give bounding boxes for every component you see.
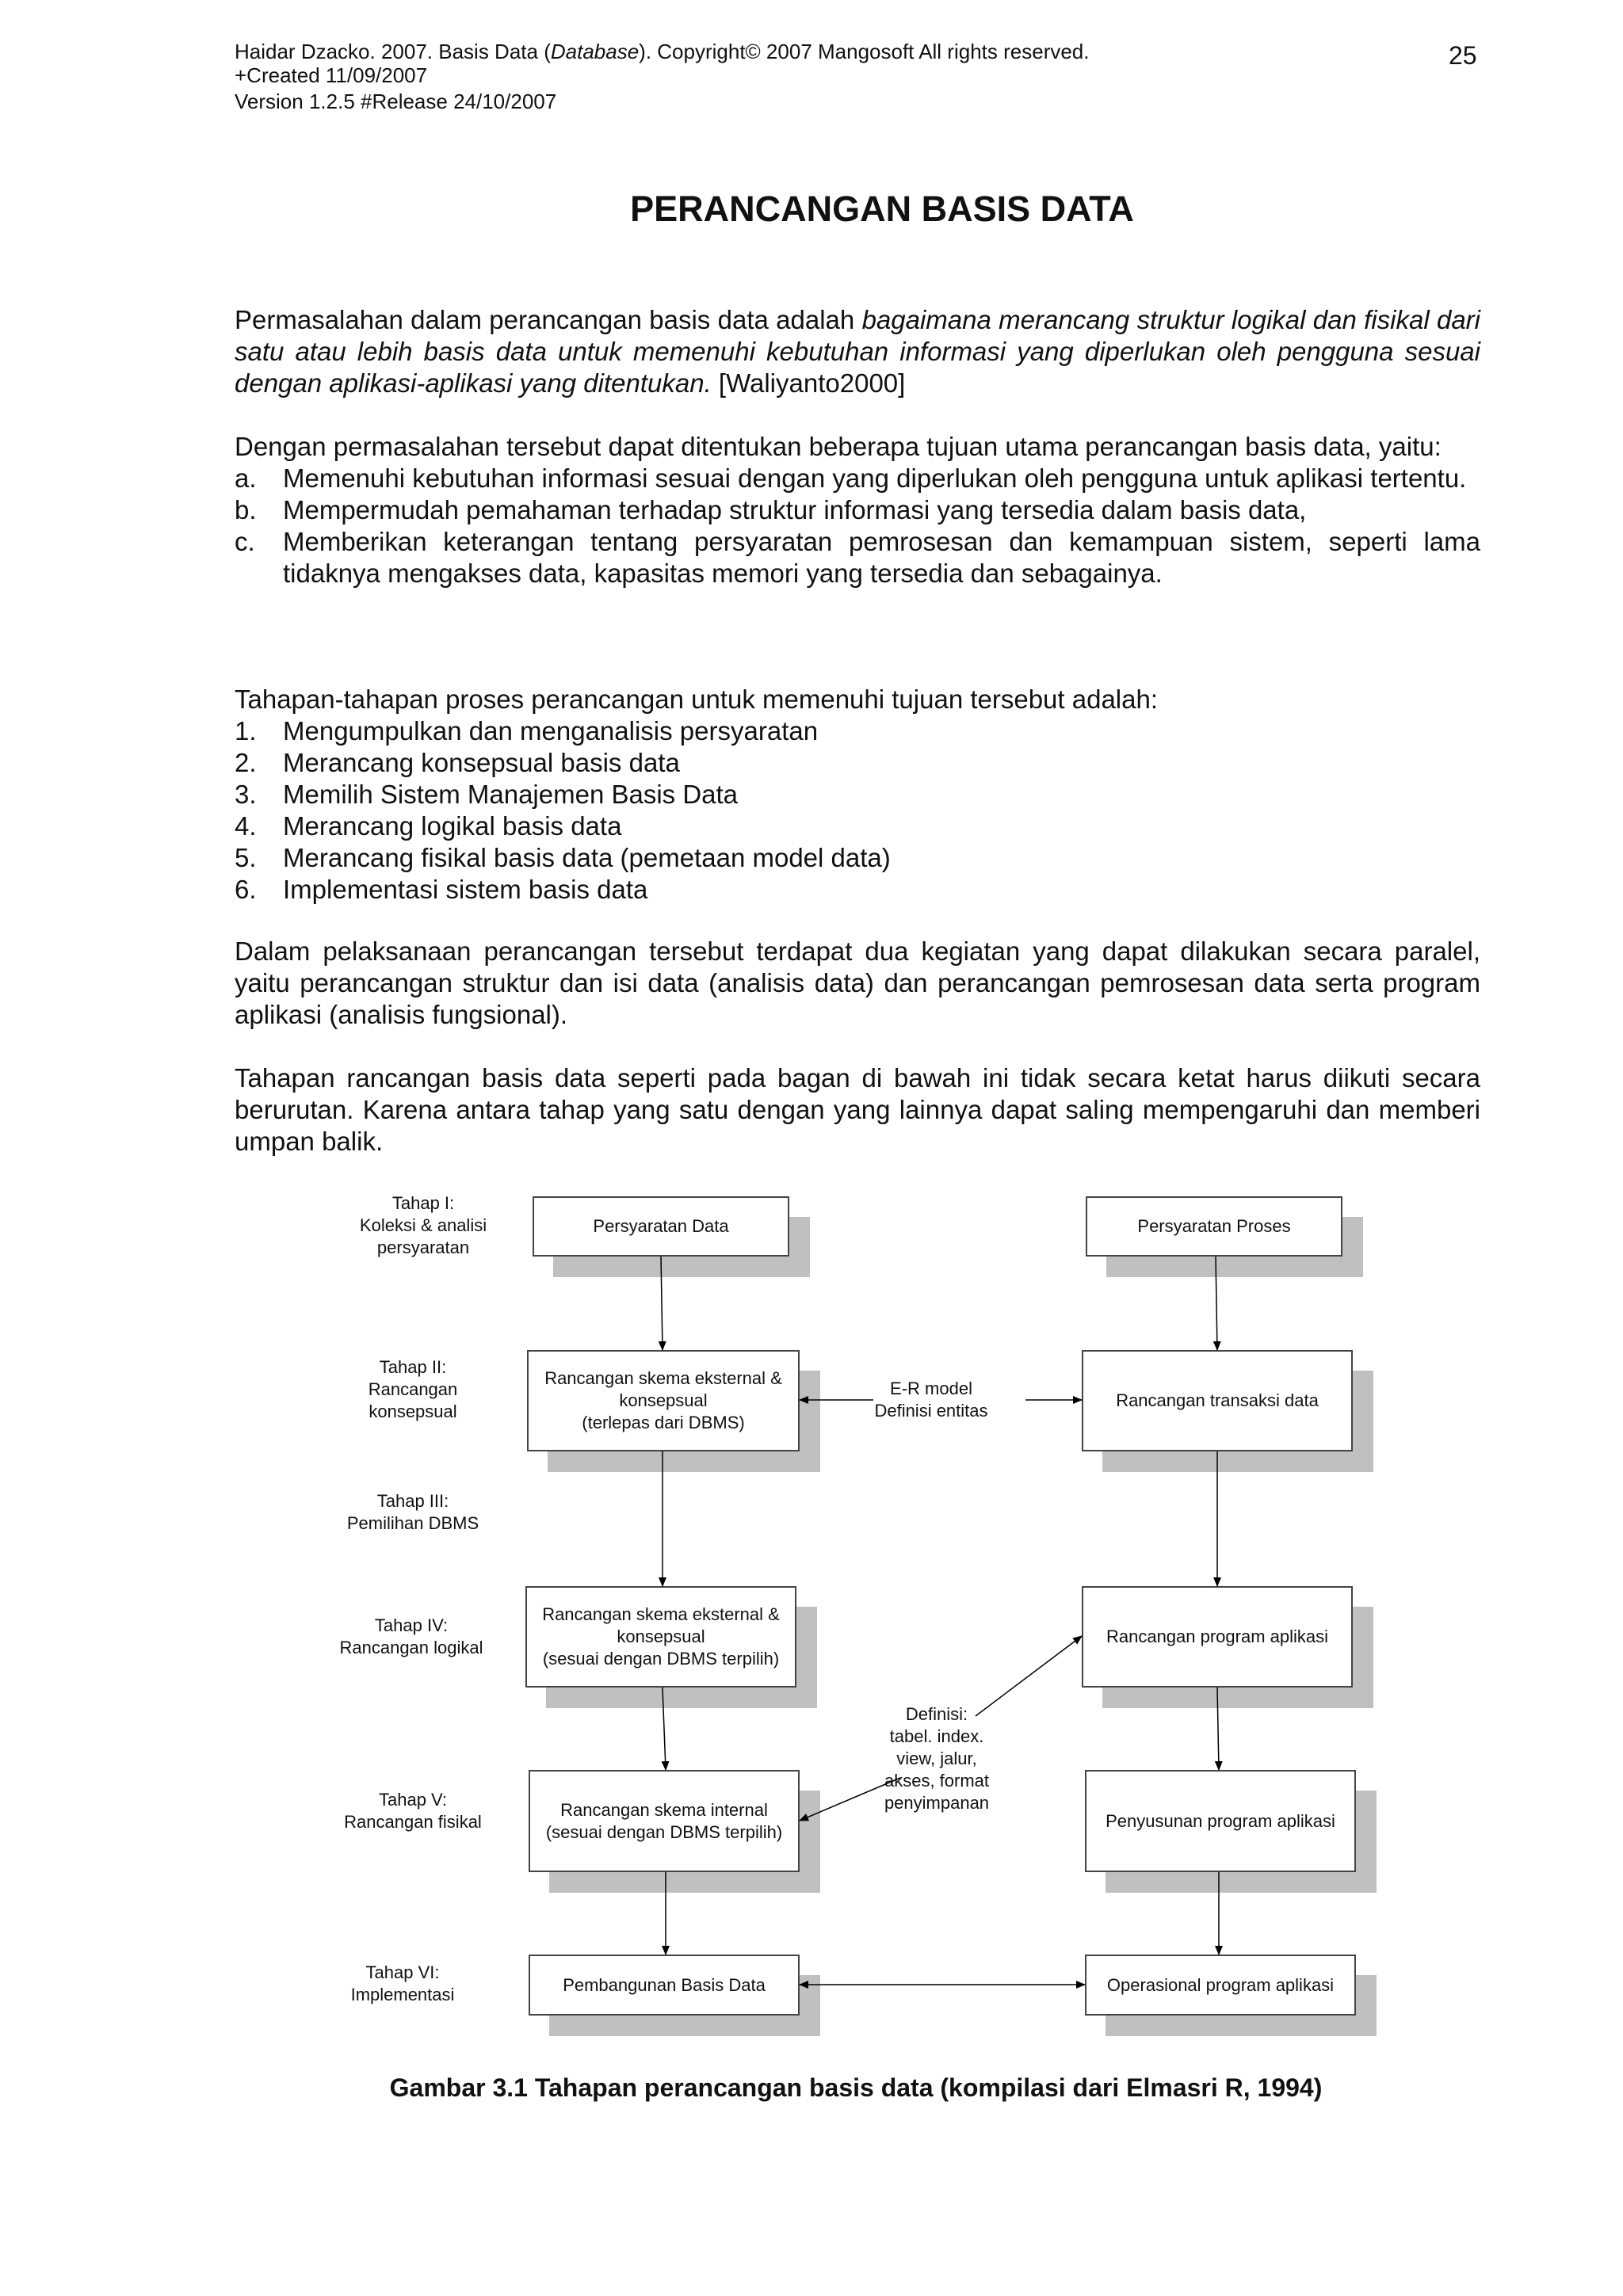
box-label xyxy=(593,1215,728,1238)
page-number: 25 xyxy=(1449,41,1477,70)
process-box xyxy=(533,1196,789,1257)
definition-note xyxy=(850,1703,1024,1814)
stage-label xyxy=(318,1490,508,1535)
diagram-text-line: Rancangan skema internal xyxy=(560,1799,768,1820)
diagram-text-line: persyaratan xyxy=(376,1238,470,1257)
stage-label xyxy=(316,1615,506,1659)
diagram-text-line: Tahap III: xyxy=(376,1491,449,1511)
diagram-text-line: Rancangan program aplikasi xyxy=(1106,1627,1329,1646)
box-label xyxy=(1106,1626,1328,1648)
diagram-text-line: Pemilihan DBMS xyxy=(346,1513,479,1533)
process-box xyxy=(527,1350,800,1451)
diagram-text-line: Pembangunan Basis Data xyxy=(563,1974,766,1995)
diagram-text-line: akses, format xyxy=(884,1771,990,1791)
header-italic: Database xyxy=(550,40,640,63)
diagram-text-line: (sesuai dengan DBMS terpilih) xyxy=(545,1821,783,1842)
diagram-text-line: Operasional program aplikasi xyxy=(1106,1974,1335,1995)
box-label xyxy=(546,1799,782,1844)
page-title: PERANCANGAN BASIS DATA xyxy=(630,189,1134,229)
diagram-text-line: (terlepas dari DBMS) xyxy=(582,1413,745,1432)
diagram-text-line: Koleksi & analisi xyxy=(359,1215,487,1235)
list-item xyxy=(235,526,1480,589)
process-box xyxy=(1085,1770,1356,1872)
diagram-text-line: Rancangan skema eksternal & xyxy=(542,1604,780,1624)
diagram-text-line: penyimpanan xyxy=(884,1793,990,1813)
list-text: Memilih Sistem Manajemen Basis Data xyxy=(283,780,739,809)
er-model-note xyxy=(844,1378,1018,1422)
list-item xyxy=(235,715,1480,747)
process-box xyxy=(529,1770,800,1872)
text: Permasalahan dalam perancangan basis data adalah xyxy=(235,305,862,334)
list-marker: 1. xyxy=(235,716,257,746)
diagram-text-line: Rancangan skema eksternal & xyxy=(544,1368,782,1388)
list-item xyxy=(235,842,1480,874)
box-label xyxy=(1106,1810,1335,1833)
process-box xyxy=(529,1955,800,2016)
diagram-text-line: Rancangan fisikal xyxy=(344,1812,482,1832)
box-label xyxy=(1137,1215,1290,1238)
box-label xyxy=(1107,1974,1334,1997)
header-line-2: +Created 11/09/2007 xyxy=(235,63,428,87)
stage-label xyxy=(307,1962,498,2006)
diagram-text-line: Definisi: xyxy=(905,1704,968,1724)
process-box xyxy=(1086,1196,1342,1257)
diagram-text-line: Tahap II: xyxy=(379,1357,447,1377)
paragraph-intro: Tahapan-tahapan proses perancangan untuk memenuhi tujuan tersebut adalah: xyxy=(235,685,1159,714)
stage-label xyxy=(318,1789,508,1833)
list-item xyxy=(235,463,1480,494)
diagram-text-line: Definisi entitas xyxy=(874,1401,988,1421)
diagram-text-line: Tahap IV: xyxy=(374,1615,449,1635)
list-item xyxy=(235,874,1480,906)
list-text: Implementasi sistem basis data xyxy=(283,875,648,904)
diagram-text-line: Implementasi xyxy=(350,1985,455,2004)
diagram-text-line: tabel. index. xyxy=(889,1726,984,1746)
list-text: Memenuhi kebutuhan informasi sesuai dengan yang diperlukan oleh pengguna untuk aplikasi tertentu. xyxy=(283,463,1467,493)
diagram-text-line: Tahap VI: xyxy=(365,1962,440,1982)
box-label xyxy=(1116,1390,1319,1412)
diagram-text-line: E-R model xyxy=(890,1379,972,1398)
paragraph-1 xyxy=(235,304,1480,399)
list-marker: 6. xyxy=(235,875,257,904)
diagram-text-line: Rancangan xyxy=(368,1379,458,1399)
diagram-text-line: konsepsual xyxy=(617,1627,705,1646)
header-line-1 xyxy=(235,40,1090,63)
diagram-text-line: view, jalur, xyxy=(896,1749,977,1768)
diagram-text-line: Persyaratan Proses xyxy=(1137,1216,1291,1236)
box-label xyxy=(563,1974,766,1997)
diagram-text-line: konsepsual xyxy=(369,1402,457,1421)
diagram-text-line: konsepsual xyxy=(619,1390,708,1410)
paragraph-5: Tahapan rancangan basis data seperti pada bagan di bawah ini tidak secara ketat harus diikuti secara berurutan. Karena antara tahap yang satu dengan yang lainnya dapat saling mempengaruhi dan memberi umpan balik. xyxy=(235,1063,1480,1156)
citation: [Waliyanto2000] xyxy=(711,368,906,398)
header-line-3: Version 1.2.5 #Release 24/10/2007 xyxy=(235,90,557,113)
list-item xyxy=(235,747,1480,779)
diagram-text-line: Tahap V: xyxy=(378,1790,448,1810)
paragraph-3 xyxy=(235,684,1480,906)
list-marker: 3. xyxy=(235,780,257,809)
list-item xyxy=(235,810,1480,842)
stage-label xyxy=(328,1192,518,1259)
process-box xyxy=(1082,1350,1353,1451)
diagram-text-line: Persyaratan Data xyxy=(593,1216,729,1236)
list-text: Merancang logikal basis data xyxy=(283,811,622,841)
process-box xyxy=(1082,1586,1353,1688)
list-text: Mengumpulkan dan menganalisis persyaratan xyxy=(283,716,819,746)
diagram-text-line: Penyusunan program aplikasi xyxy=(1106,1810,1335,1831)
diagram-text-line: Rancangan transaksi data xyxy=(1116,1390,1319,1410)
paragraph-2 xyxy=(235,431,1480,589)
box-label xyxy=(542,1604,780,1670)
list-text: Merancang konsepsual basis data xyxy=(283,748,680,777)
paragraph-4: Dalam pelaksanaan perancangan tersebut terdapat dua kegiatan yang dapat dilakukan secara paralel, yaitu perancangan struktur dan isi data (analisis data) dan perancangan pemrosesan data serta program aplikasi (analisis fungsional). xyxy=(235,936,1480,1029)
list-text: Merancang fisikal basis data (pemetaan model data) xyxy=(283,843,891,872)
figure-caption: Gambar 3.1 Tahapan perancangan basis data (kompilasi dari Elmasri R, 1994) xyxy=(389,2073,1323,2102)
list-marker: a. xyxy=(235,463,257,493)
list-marker: 4. xyxy=(235,811,257,841)
list-marker: 5. xyxy=(235,843,257,872)
list-item xyxy=(235,494,1480,526)
list-text: Memberikan keterangan tentang persyaratan pemrosesan dan kemampuan sistem, seperti lama tidaknya mengakses data, kapasitas memori yang tersedia dan sebagainya. xyxy=(283,527,1480,588)
box-label xyxy=(544,1367,782,1434)
diagram-text-line: (sesuai dengan DBMS terpilih) xyxy=(542,1649,780,1669)
list-item xyxy=(235,779,1480,810)
diagram-text-line: Tahap I: xyxy=(391,1193,455,1213)
list-marker: b. xyxy=(235,495,257,524)
process-box xyxy=(525,1586,796,1688)
italic-text: bagaimana merancang struktur logikal dan fisikal dari satu atau lebih basis data untuk memenuhi kebutuhan informasi yang diperlukan oleh pengguna sesuai dengan aplikasi-aplikasi yang ditentukan. xyxy=(235,305,1480,398)
stage-label xyxy=(318,1356,508,1423)
header-text: Haidar Dzacko. 2007. Basis Data ( xyxy=(235,40,551,63)
header-text: ). Copyright© 2007 Mangosoft All rights reserved. xyxy=(639,40,1090,63)
list-marker: c. xyxy=(235,527,255,556)
list-text: Mempermudah pemahaman terhadap struktur informasi yang tersedia dalam basis data, xyxy=(283,495,1307,524)
process-box xyxy=(1085,1955,1356,2016)
paragraph-intro: Dengan permasalahan tersebut dapat ditentukan beberapa tujuan utama perancangan basis data, yaitu: xyxy=(235,432,1442,461)
list-marker: 2. xyxy=(235,748,257,777)
diagram-text-line: Rancangan logikal xyxy=(339,1638,483,1657)
